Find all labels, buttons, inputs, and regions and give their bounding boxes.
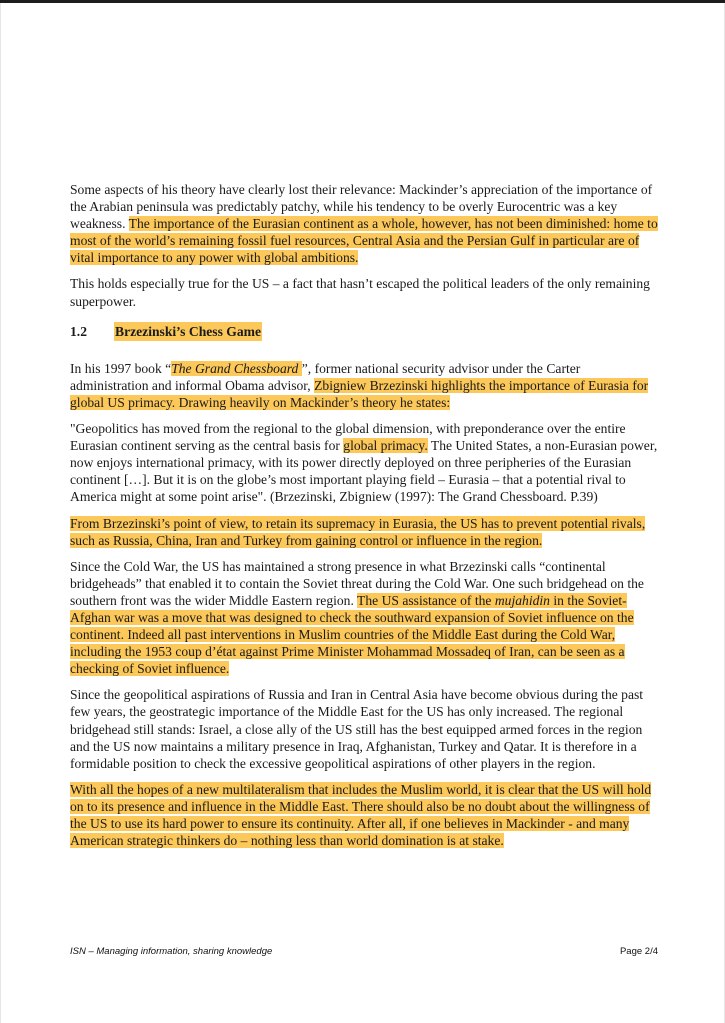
paragraph-cold-war [70,558,662,678]
section-heading [70,322,662,341]
section-title[interactable]: Brzezinski’s Chess Game [114,322,262,341]
page-edge-left [0,3,1,1023]
book-title-highlight[interactable] [171,361,302,376]
paragraph-text: Since the geopolitical aspirations of Russia and Iran in Central Asia have become obvious during the past few years, the geostrategic importance of the Middle East for the US has only increased. The regional bridgehead still stands: Israel, a close ally of the US still has the best equipped armed forces in the region and the US now maintains a military presence in Iraq, Afghanistan, Turkey and Qatar. It is therefore in a formidable position to check the excessive geopolitical aspirations of other players in the region. [70,687,644,771]
page-footer [70,946,658,957]
paragraph-text: The United States, a non-Eurasian power, now enjoys international primacy, with its power directly deployed on three peripheries of the Eurasian continent […]. But it is on the globe’s most important playing field – Eurasia – that a potential rival to America might at some point arise". (Brzezinski, Zbigniew (1997): The Grand Chessboard. P.39) [70,438,658,505]
footer-tagline: ISN – Managing information, sharing knowledge [70,946,273,957]
paragraph-geostrategic [70,686,662,771]
text-highlight[interactable]: From Brzezinski’s point of view, to retain its supremacy in Eurasia, the US has to prevent potential rivals, such as Russia, China, Iran and Turkey from gaining control or influence in the region. [70,515,646,548]
book-title: The Grand Chessboard [171,360,302,376]
paragraph-text: In his 1997 book [70,360,166,376]
paragraph-grand-chessboard [70,360,662,411]
quote-open: “ [165,360,172,376]
quote-close: ” [301,360,308,376]
text-highlight[interactable]: global primacy. [343,438,428,454]
top-border [0,0,725,3]
section-number: 1.2 [70,323,87,339]
paragraph-text: Since the Cold War, the US has maintained a strong presence in what Brzezinski calls “continental bridgeheads” that enabled it to contain the Soviet threat during the Cold War. One such bridgehead on the southern front was the wider Middle Eastern region. [70,558,644,608]
document-page [70,181,662,858]
text-highlight[interactable]: The importance of the Eurasian continent as a whole, however, has not been diminished: home to most of the world’s remaining fossil fuel resources, Central Asia and the Persian Gulf in particular are of vital importance to any power with global ambitions. [70,216,658,266]
paragraph-mackinder-relevance [70,181,662,266]
highlight-text: The US assistance of the [357,592,495,608]
highlight-text: in the Soviet- Afghan war was a move that was designed to check the southward expansion of Soviet influence on the continent. Indeed all past interventions in Muslim countries of the Middle East during the Cold War, including the 1953 coup d’état against Prime Minister Mohammad Mossadeq of Iran, can be seen as a checking of Soviet influence. [70,592,634,677]
paragraph-conclusion [70,781,662,849]
page-number: Page 2/4 [619,946,658,957]
paragraph-text: "Geopolitics has moved from the regional to the global dimension, with preponderance over the entire Eurasian continent serving as the central basis for [70,421,626,454]
paragraph-us-superpower [70,275,662,309]
paragraph-quote [70,420,662,505]
paragraph-text: , former national security advisor under the Carter administration and informal Obama advisor, [70,360,581,393]
paragraph-text: Some aspects of his theory have clearly lost their relevance: Mackinder’s appreciation of the importance of the Arabian peninsula was predictably patchy, while his tendency to be overly Eurocentric was a key weakness. [70,182,653,232]
text-highlight[interactable]: Zbigniew Brzezinski highlights the importance of Eurasia for global US primacy. Drawing heavily on Mackinder’s theory he states: [70,377,649,410]
highlight-italic: mujahidin [494,592,550,608]
paragraph-text: This holds especially true for the US – a fact that hasn’t escaped the political leaders of the only remaining superpower. [70,276,650,309]
text-highlight[interactable]: With all the hopes of a new multilateralism that includes the Muslim world, it is clear that the US will hold on to its presence and influence in the Middle East. There should also be no doubt about the willingness of the US to use its hard power to ensure its continuity. After all, if one believes in Mackinder - and many American strategic thinkers do – nothing less than world domination is at stake. [70,781,652,849]
paragraph-rivals [70,515,662,549]
